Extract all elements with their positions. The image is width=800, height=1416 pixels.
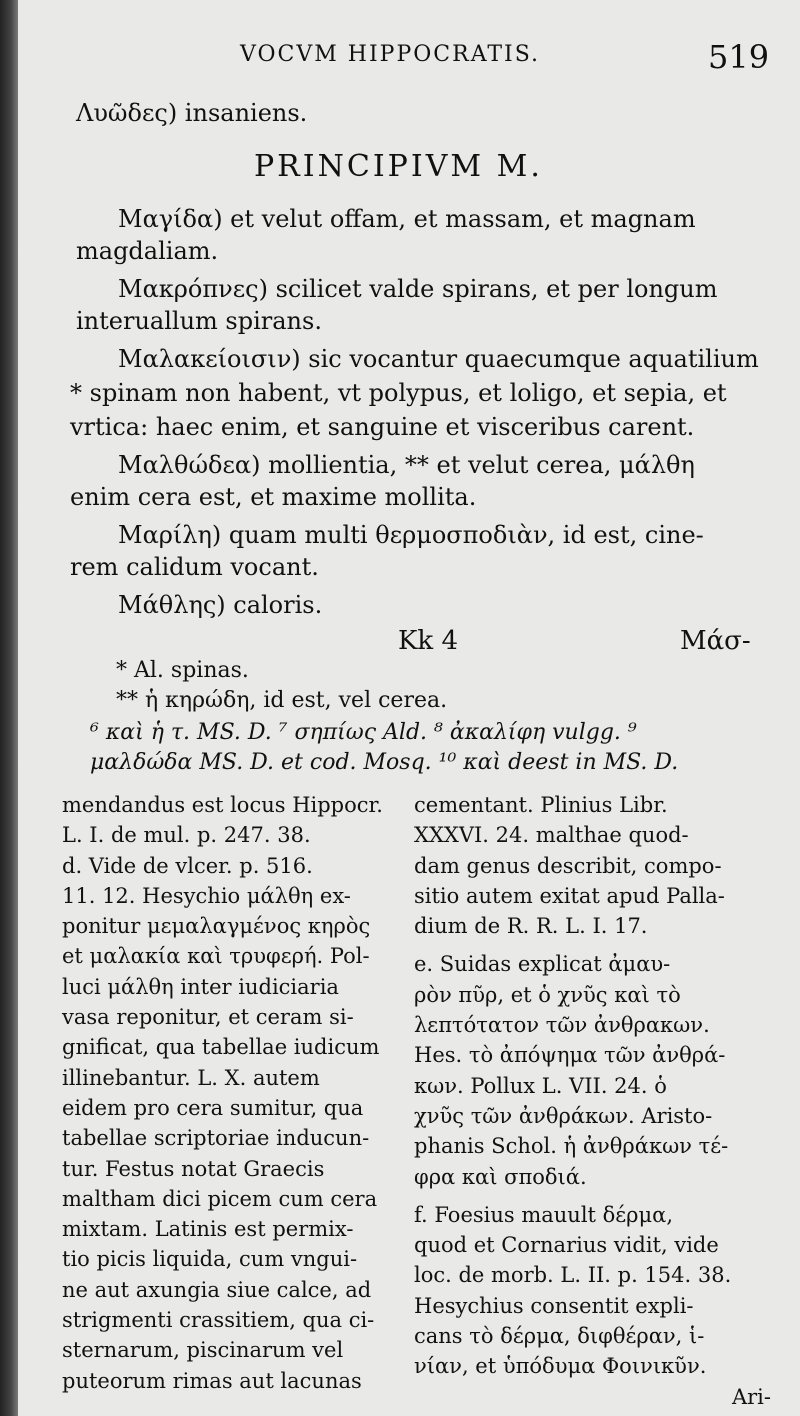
commentary-line: λεπτότατον τῶν ἀνθρακων. xyxy=(414,1013,710,1038)
footnote: ** ἡ κηρώδη, id est, vel cerea. xyxy=(116,688,448,713)
commentary-line: tabellae scriptoriae inducun- xyxy=(62,1126,370,1151)
entry-line: enim cera est, et maxime mollita. xyxy=(70,483,477,511)
variant-reading: μαλδώδα MS. D. et cod. Mosq. ¹⁰ καὶ deest in MS. D. xyxy=(90,750,679,775)
commentary-line: phanis Schol. ἡ ἀνθράκων τέ- xyxy=(414,1134,729,1159)
commentary-line: mendandus est locus Hippocr. xyxy=(62,793,383,817)
entry-line: Μάθλης) caloris. xyxy=(118,591,323,619)
footnote: * Al. spinas. xyxy=(116,658,249,683)
commentary-line: puteorum rimas aut lacunas xyxy=(62,1368,362,1393)
running-header xyxy=(18,38,800,78)
commentary-line: L. I. de mul. p. 247. 38. xyxy=(62,823,311,848)
commentary-line: χνῦς τῶν ἀνθράκων. Aristo- xyxy=(414,1103,713,1128)
commentary-line: f. Foesius mauult δέρμα, xyxy=(414,1202,674,1227)
commentary-line: ponitur μεμαλαγμένος κηρὸς xyxy=(62,914,371,939)
catchword: Μάσ- xyxy=(680,626,751,656)
commentary-line: dium de R. R. L. I. 17. xyxy=(414,914,648,939)
commentary-line: eidem pro cera sumitur, qua xyxy=(62,1095,364,1120)
section-heading: PRINCIPIVM M. xyxy=(254,149,543,184)
commentary-line: tio picis liquida, cum vngui- xyxy=(62,1247,358,1272)
entry-line: rem calidum vocant. xyxy=(70,553,319,581)
commentary-line: quod et Cornarius vidit, vide xyxy=(414,1233,719,1258)
signature-mark: Kk 4 xyxy=(398,626,458,656)
commentary-catchword: Ari- xyxy=(731,1384,771,1409)
entry-line: Μακρόπνες) scilicet valde spirans, et per longum xyxy=(118,275,718,303)
commentary-spacer xyxy=(414,1192,789,1200)
entry-line: magdaliam. xyxy=(76,237,219,265)
commentary-line: luci μάλθη inter iudiciaria xyxy=(62,974,339,999)
book-page xyxy=(18,0,800,1416)
entry-line: Μαλακείοισιν) sic vocantur quaecumque aquatilium xyxy=(118,345,759,373)
commentary-line: d. Vide de vlcer. p. 516. xyxy=(62,853,313,878)
commentary-line: vasa reponitur, et ceram si- xyxy=(62,1005,354,1030)
entry-line: vrtica: haec enim, et sanguine et visceribus carent. xyxy=(70,413,695,441)
page-number: 519 xyxy=(708,38,770,76)
commentary-left-column xyxy=(62,790,412,1396)
commentary-line: tur. Festus notat Graecis xyxy=(62,1156,325,1181)
commentary-line: dam genus describit, compo- xyxy=(414,853,722,878)
entry-line: * spinam non habent, vt polypus, et loligo, et sepia, et xyxy=(70,379,727,407)
commentary-line: κων. Pollux L. VII. 24. ὁ xyxy=(414,1073,667,1098)
commentary-line: e. Suidas explicat ἀμαυ- xyxy=(414,952,671,977)
commentary-line: cementant. Plinius Libr. xyxy=(414,793,668,817)
commentary-line: XXXVI. 24. malthae quod- xyxy=(414,823,689,848)
commentary-line: νίαν, et ὑπόδυμα Φοινικῦν. xyxy=(414,1354,707,1379)
commentary-line: sitio autem exitat apud Palla- xyxy=(414,883,725,908)
entry-line: Λυῶδες) insaniens. xyxy=(76,99,308,127)
page-gutter xyxy=(0,0,18,1416)
entry-line: interuallum spirans. xyxy=(76,307,322,335)
commentary-line: loc. de morb. L. II. p. 154. 38. xyxy=(414,1263,732,1288)
commentary-line: Hes. τὸ ἀπόψημα τῶν ἀνθρά- xyxy=(414,1043,726,1068)
commentary-line: Hesychius consentit expli- xyxy=(414,1293,694,1318)
commentary-spacer xyxy=(414,941,789,949)
commentary-line: gnificat, qua tabellae iudicum xyxy=(62,1035,380,1060)
commentary-line: 11. 12. Hesychio μάλθη ex- xyxy=(62,883,351,908)
commentary-line: et μαλακία καὶ τρυφερή. Pol- xyxy=(62,944,370,969)
commentary-line: ρὸν πῦρ, et ὁ χνῦς καὶ τὸ xyxy=(414,982,681,1007)
variant-reading: ⁶ καὶ ἡ τ. MS. D. ⁷ σηπίως Ald. ⁸ ἀκαλίφη vulgg. ⁹ xyxy=(90,720,637,745)
commentary-line: illinebantur. L. X. autem xyxy=(62,1065,320,1090)
commentary-line: cans τὸ δέρμα, διφθέραν, ἱ- xyxy=(414,1324,705,1349)
commentary-line: φρα καὶ σποδιά. xyxy=(414,1164,587,1189)
commentary-line: sternarum, piscinarum vel xyxy=(62,1338,344,1363)
commentary-line: maltham dici picem cum cera xyxy=(62,1186,378,1211)
commentary-line: mixtam. Latinis est permix- xyxy=(62,1217,354,1242)
commentary-line: ne aut axungia siue calce, ad xyxy=(62,1277,372,1302)
entry-line: Μαγίδα) et velut offam, et massam, et magnam xyxy=(118,205,696,233)
commentary-line: strigmenti crassitiem, qua ci- xyxy=(62,1308,375,1333)
entry-line: Μαρίλη) quam multi θερμοσποδιὰν, id est, cine- xyxy=(118,521,704,549)
commentary-right-column xyxy=(414,790,789,1412)
entry-line: Μαλθώδεα) mollientia, ** et velut cerea, μάλθη xyxy=(118,451,695,479)
running-title: VOCVM HIPPOCRATIS. xyxy=(240,42,541,67)
